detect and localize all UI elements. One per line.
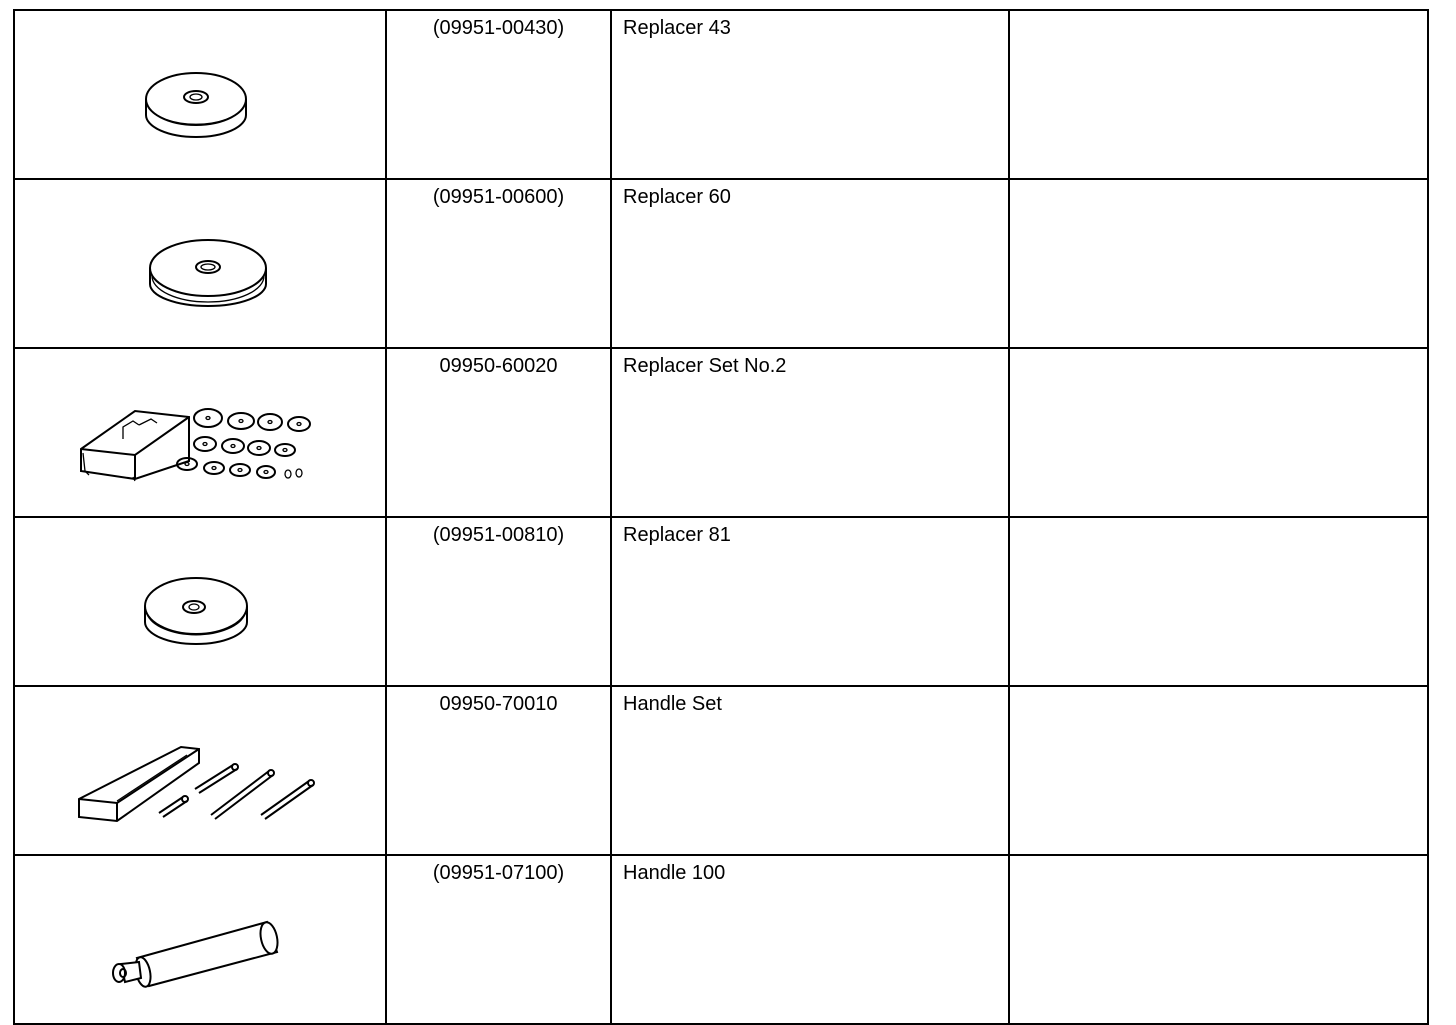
table-row: [14, 179, 1428, 348]
part-number: (09951-00430): [386, 10, 611, 179]
tool-name: Replacer Set No.2: [611, 348, 1009, 517]
part-number: (09951-07100): [386, 855, 611, 1024]
note-cell: [1009, 10, 1428, 179]
tool-name: Handle 100: [611, 855, 1009, 1024]
replacer-60-disc-icon: [15, 180, 385, 341]
illustration-cell: [14, 686, 386, 855]
table-row: [14, 855, 1428, 1024]
illustration-cell: [14, 517, 386, 686]
note-cell: [1009, 348, 1428, 517]
tool-name: Replacer 60: [611, 179, 1009, 348]
table-row: [14, 686, 1428, 855]
illustration-cell: [14, 10, 386, 179]
table-row: [14, 348, 1428, 517]
note-cell: [1009, 686, 1428, 855]
replacer-set-case-icon: [15, 349, 385, 510]
tool-name: Replacer 81: [611, 517, 1009, 686]
table-row: [14, 517, 1428, 686]
note-cell: [1009, 179, 1428, 348]
tool-name: Replacer 43: [611, 10, 1009, 179]
table-row: [14, 10, 1428, 179]
handle-set-icon: [15, 687, 385, 848]
part-number: (09951-00600): [386, 179, 611, 348]
replacer-43-disc-icon: [15, 11, 385, 172]
handle-100-icon: [15, 856, 385, 1017]
tool-name: Handle Set: [611, 686, 1009, 855]
note-cell: [1009, 855, 1428, 1024]
illustration-cell: [14, 855, 386, 1024]
replacer-81-disc-icon: [15, 518, 385, 679]
part-number: (09951-00810): [386, 517, 611, 686]
part-number: 09950-70010: [386, 686, 611, 855]
illustration-cell: [14, 179, 386, 348]
special-tools-table: [13, 9, 1429, 1025]
illustration-cell: [14, 348, 386, 517]
note-cell: [1009, 517, 1428, 686]
part-number: 09950-60020: [386, 348, 611, 517]
